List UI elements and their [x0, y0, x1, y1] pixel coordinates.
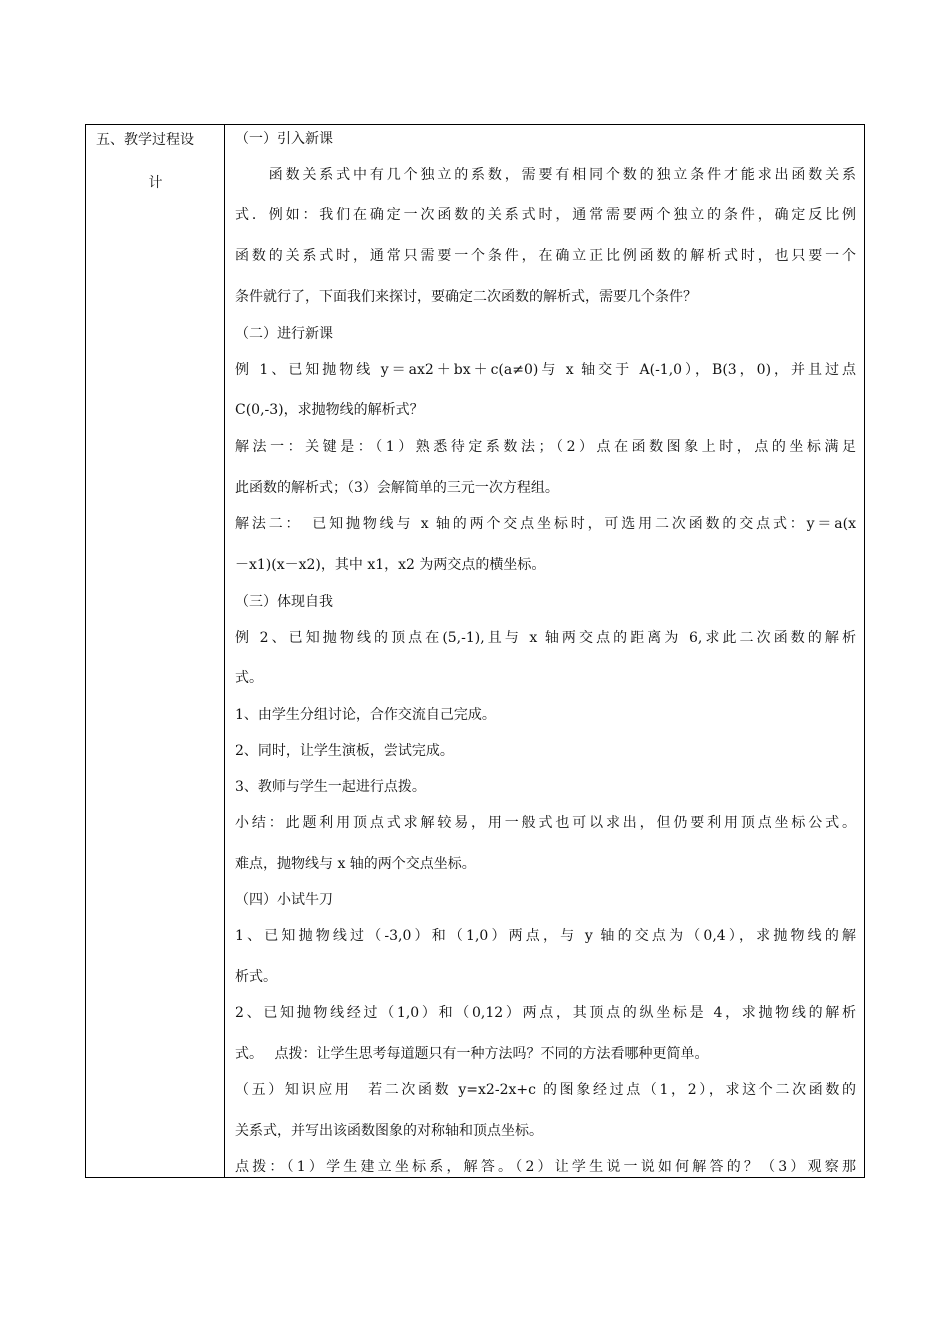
example1-line2: C(0,-3)，求抛物线的解析式？ [235, 402, 424, 418]
section-label-line1: 五、教学过程设 [96, 132, 194, 148]
heading-trial: （四）小试牛刀 [235, 892, 333, 908]
intro-paragraph-line2: 式．例如：我们在确定一次函数的关系式时，通常需要两个独立的条件，确定反比例 [235, 207, 856, 223]
example2-line1: 例 2、已知抛物线的顶点在(5,-1),且与 x 轴两交点的距离为 6,求此二次函数的解析 [235, 630, 856, 646]
exercise2-line1: 2、已知抛物线经过（1,0）和（0,12）两点，其顶点的纵坐标是 4，求抛物线的解析 [235, 1005, 856, 1021]
exercise1-line2: 析式。 [235, 969, 277, 985]
intro-paragraph-line4: 条件就行了，下面我们来探讨，要确定二次函数的解析式，需要几个条件？ [235, 289, 697, 305]
example2-line2: 式。 [235, 670, 263, 686]
application-line2: 关系式，并写出该函数图象的对称轴和顶点坐标。 [235, 1123, 543, 1139]
application-line1: （五）知识应用 若二次函数 y=x2-2x+c 的图象经过点（1，2），求这个二次函数的 [235, 1082, 856, 1098]
heading-self-practice: （三）体现自我 [235, 594, 333, 610]
step-3: 3、教师与学生一起进行点拨。 [235, 779, 426, 795]
intro-paragraph-line3: 函数的关系式时，通常只需要一个条件，在确立正比例函数的解析式时，也只要一个 [235, 248, 856, 264]
section-label-cell [86, 125, 225, 1177]
exercise2-line2: 式。 点拨：让学生思考每道题只有一种方法吗？不同的方法看哪种更简单。 [235, 1046, 709, 1062]
hint-line: 点拨：（1）学生建立坐标系，解答。（2）让学生说一说如何解答的？（3）观察那 [235, 1159, 856, 1175]
exercise1-line1: 1、已知抛物线过（-3,0）和（1,0）两点，与 y 轴的交点为（0,4），求抛物线的解 [235, 928, 856, 944]
method1-line1: 解法一：关键是：（1）熟悉待定系数法；（2）点在函数图象上时，点的坐标满足 [235, 439, 856, 455]
heading-new-lesson: （二）进行新课 [235, 326, 333, 342]
example1-line1: 例 1、已知抛物线 y＝ax2＋bx＋c(a≠0)与 x 轴交于 A(-1,0），B(3，0)，并且过点 [235, 362, 856, 378]
content-cell [225, 125, 864, 1177]
summary-line2: 难点，抛物线与 x 轴的两个交点坐标。 [235, 856, 476, 872]
lesson-table [85, 124, 865, 1178]
step-2: 2、同时，让学生演板，尝试完成。 [235, 743, 454, 759]
summary-line1: 小结：此题利用顶点式求解较易，用一般式也可以求出，但仍要利用顶点坐标公式。 [235, 815, 856, 831]
method1-line2: 此函数的解析式；（3）会解简单的三元一次方程组。 [235, 480, 559, 496]
method2-line2: －x1)(x－x2)，其中 x1，x2 为两交点的横坐标。 [235, 557, 546, 573]
section-label-line2: 计 [148, 175, 163, 191]
step-1: 1、由学生分组讨论，合作交流自己完成。 [235, 707, 496, 723]
method2-line1: 解法二： 已知抛物线与 x 轴的两个交点坐标时，可选用二次函数的交点式：y＝a(x [235, 516, 856, 532]
intro-paragraph-line1: 函数关系式中有几个独立的系数，需要有相同个数的独立条件才能求出函数关系 [235, 167, 856, 183]
heading-intro: （一）引入新课 [235, 131, 333, 147]
